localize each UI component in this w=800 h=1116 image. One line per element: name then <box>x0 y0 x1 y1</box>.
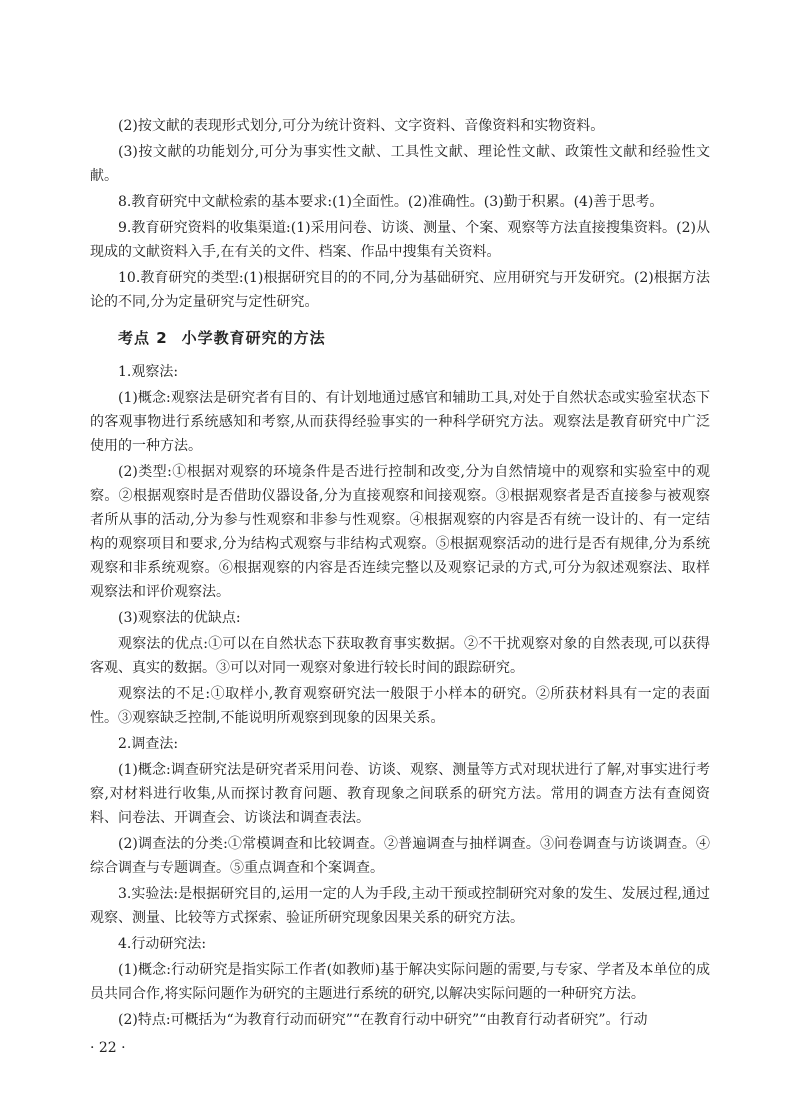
paragraph: (3)按文献的功能划分,可分为事实性文献、工具性文献、理论性文献、政策性文献和经验性文献。 <box>90 144 710 184</box>
paragraph: (2)特点:可概括为“为教育行动而研究”“在教育行动中研究”“由教育行动者研究”。行动 <box>118 1012 648 1028</box>
paragraph: 10.教育研究的类型:(1)根据研究目的的不同,分为基础研究、应用研究与开发研究。(2)根据方法论的不同,分为定量研究与定性研究。 <box>90 270 710 310</box>
paragraph: (2)按文献的表现形式划分,可分为统计资料、文字资料、音像资料和实物资料。 <box>118 118 605 134</box>
section-title: 小学教育研究的方法 <box>181 329 326 347</box>
paragraph: (1)概念:调查研究法是研究者采用问卷、访谈、观察、测量等方式对现状进行了解,对事实进行考察,对材料进行收集,从而探讨教育问题、教育现象之间联系的研究方法。常用的调查方法有查阅资料、问卷法、开调查会、访谈法和调查表法。 <box>90 762 710 826</box>
paragraph: 2.调查法: <box>118 736 179 752</box>
paragraph: 4.行动研究法: <box>118 936 207 952</box>
paragraph: 9.教育研究资料的收集渠道:(1)采用问卷、访谈、测量、个案、观察等方法直接搜集资料。(2)从现成的文献资料入手,在有关的文件、档案、作品中搜集有关资料。 <box>90 220 710 260</box>
paragraph: 1.观察法: <box>118 364 179 380</box>
paragraph: (3)观察法的优缺点: <box>118 610 241 626</box>
paragraph: (1)概念:观察法是研究者有目的、有计划地通过感官和辅助工具,对处于自然状态或实验室状态下的客观事物进行系统感知和考察,从而获得经验事实的一种科学研究方法。观察法是教育研究中广泛使用的一种方法。 <box>90 390 710 454</box>
page-content <box>90 114 710 1034</box>
paragraph: 8.教育研究中文献检索的基本要求:(1)全面性。(2)准确性。(3)勤于积累。(4)善于思考。 <box>118 194 664 210</box>
paragraph: (2)类型:①根据对观察的环境条件是否进行控制和改变,分为自然情境中的观察和实验室中的观察。②根据观察时是否借助仪器设备,分为直接观察和间接观察。③根据观察者是否直接参与被观察者所从事的活动,分为参与性观察和非参与性观察。④根据观察的内容是否有统一设计的、有一定结构的观察项目和要求,分为结构式观察与非结构式观察。⑤根据观察活动的进行是否有规律,分为系统观察和非系统观察。⑥根据观察的内容是否连续完整以及观察记录的方式,可分为叙述观察法、取样观察法和评价观察法。 <box>90 464 710 600</box>
paragraph: 观察法的不足:①取样小,教育观察研究法一般限于小样本的研究。②所获材料具有一定的表面性。③观察缺乏控制,不能说明所观察到现象的因果关系。 <box>90 686 710 726</box>
paragraph: (1)概念:行动研究是指实际工作者(如教师)基于解决实际问题的需要,与专家、学者及本单位的成员共同合作,将实际问题作为研究的主题进行系统的研究,以解决实际问题的一种研究方法。 <box>90 962 710 1002</box>
paragraph: 观察法的优点:①可以在自然状态下获取教育事实数据。②不干扰观察对象的自然表现,可以获得客观、真实的数据。③可以对同一观察对象进行较长时间的跟踪研究。 <box>90 636 710 676</box>
section-tag: 考点 2 <box>118 329 168 347</box>
paragraph: (2)调查法的分类:①常模调查和比较调查。②普遍调查与抽样调查。③问卷调查与访谈调查。④综合调查与专题调查。⑤重点调查和个案调查。 <box>90 836 710 876</box>
page-number: · 22 · <box>90 1040 126 1056</box>
paragraph: 3.实验法:是根据研究目的,运用一定的人为手段,主动干预或控制研究对象的发生、发展过程,通过观察、测量、比较等方式探索、验证所研究现象因果关系的研究方法。 <box>90 886 710 926</box>
section-heading <box>118 326 710 350</box>
